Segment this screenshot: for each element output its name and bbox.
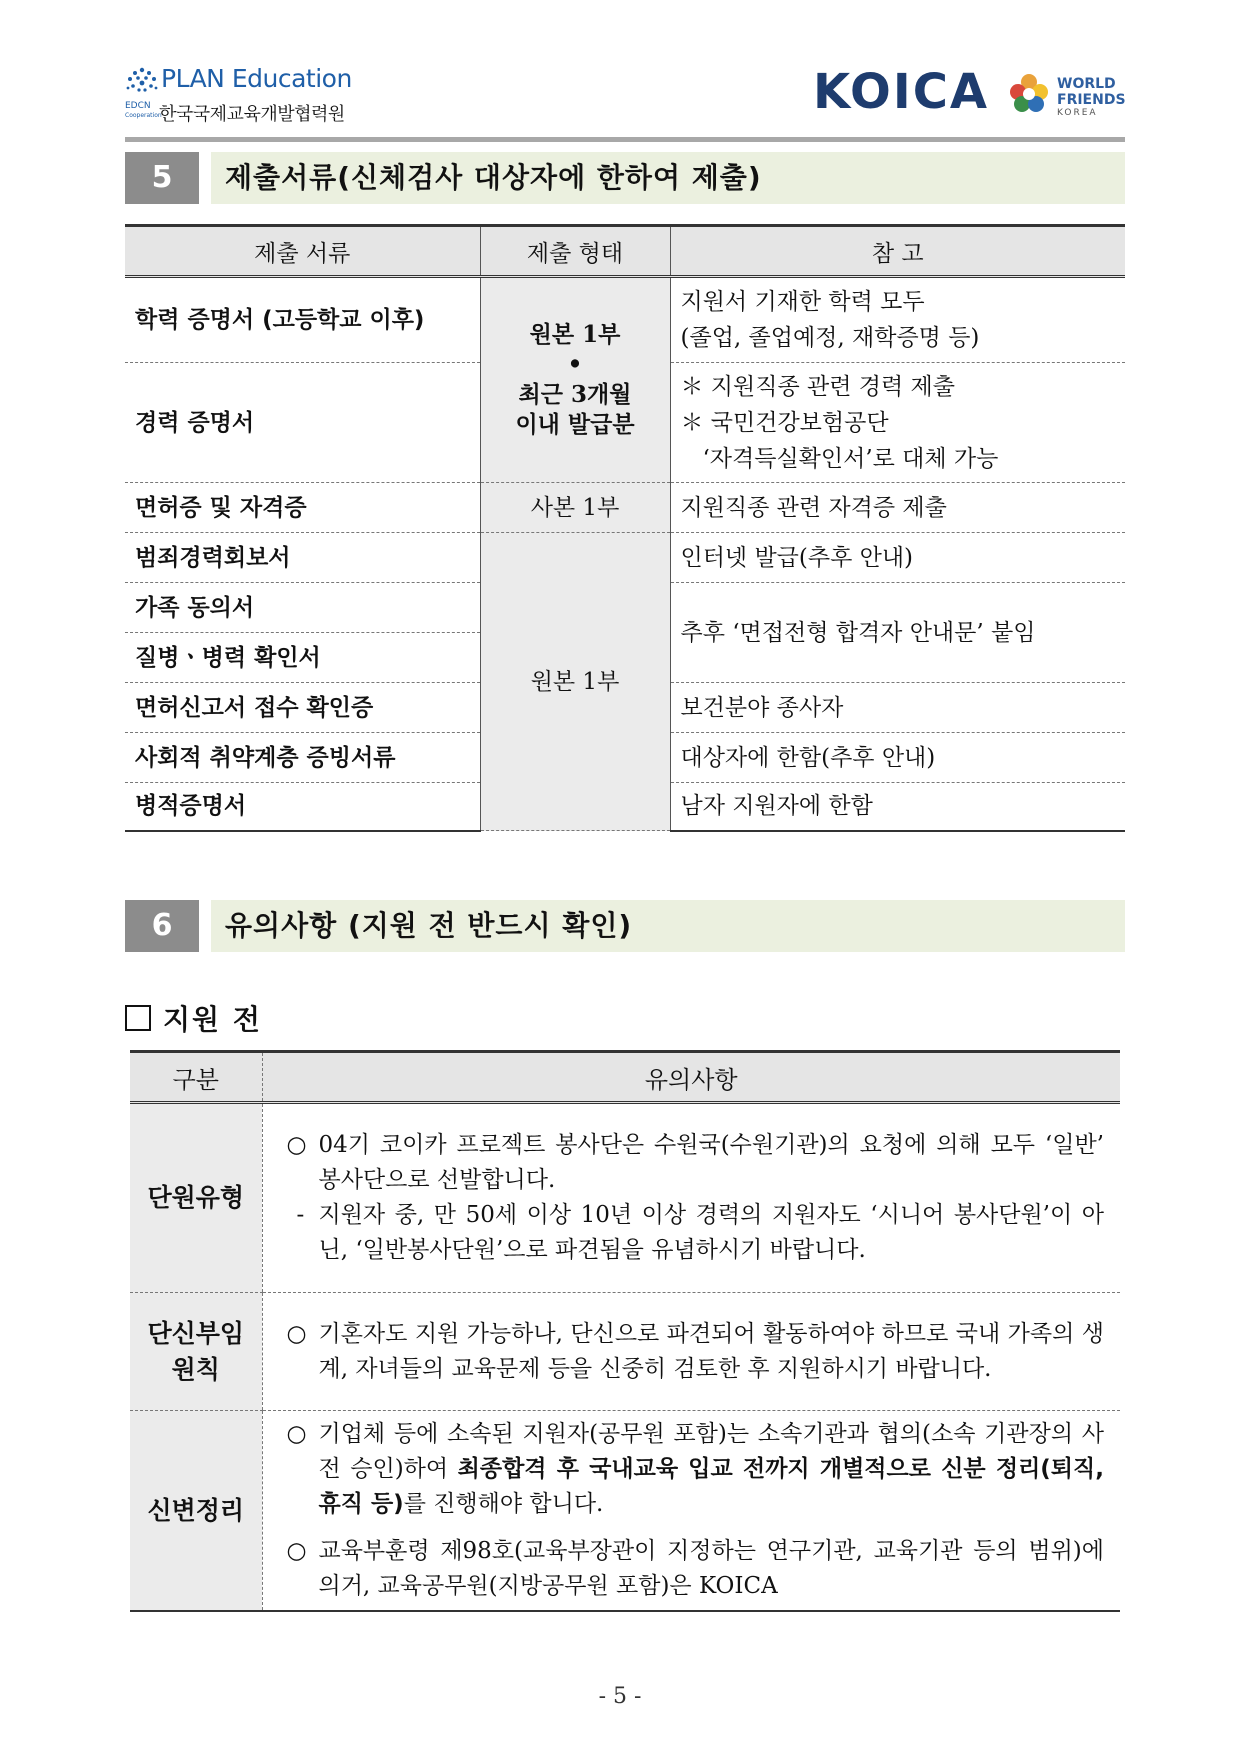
page-number: - 5 - [598, 1684, 642, 1709]
precautions-table [130, 1050, 1120, 1612]
paragraph [283, 1317, 1105, 1387]
document-name: 면허증 및 자격증 [125, 483, 480, 533]
form-cell: 원본 1부 [480, 533, 670, 831]
table-row [125, 277, 1125, 363]
paragraph [283, 1128, 1105, 1198]
page-header [125, 62, 1125, 132]
document-name: 병적증명서 [125, 783, 480, 831]
note-line: ‘자격득실확인서’로 대체 가능 [702, 445, 999, 472]
paragraph-text: 기업체 등에 소속된 지원자(공무원 포함)는 소속기관과 협의(소속 기관장의 사전 승인)하여 [318, 1421, 1104, 1482]
paragraph [283, 1198, 1105, 1268]
column-header: 구분 [130, 1052, 262, 1103]
checkbox-square-icon [125, 1005, 151, 1031]
paragraph-text: 기혼자도 지원 가능하나, 단신으로 파견되어 활동하여야 하므로 국내 가족의 생계, 자녀들의 교육문제 등을 신중히 검토한 후 지원하시기 바랍니다. [318, 1320, 1104, 1382]
paragraph [283, 1534, 1105, 1604]
world-text: WORLD [1057, 76, 1116, 92]
world-friends-text [1057, 76, 1126, 108]
precaution-body [262, 1103, 1120, 1293]
paragraph [283, 1417, 1105, 1522]
plan-education-logo [125, 62, 365, 132]
note-line: ＊ 지원직종 관련 경력 제출 [680, 373, 955, 400]
world-friends-korea: KOREA [1057, 108, 1098, 118]
circle-bullet: ○ [286, 1320, 307, 1347]
category-cell: 신변정리 [130, 1411, 262, 1612]
table-row [130, 1293, 1120, 1411]
note-line: (졸업, 졸업예정, 재학증명 등) [680, 325, 980, 351]
category-line: 원칙 [171, 1354, 220, 1384]
section-title: 제출서류(신체검사 대상자에 한하여 제출) [211, 152, 1125, 204]
document-name: 사회적 취약계층 증빙서류 [125, 733, 480, 783]
table-row [130, 1411, 1120, 1612]
table-row [130, 1103, 1120, 1293]
document-name: 경력 증명서 [125, 363, 480, 483]
precaution-body [262, 1293, 1120, 1411]
plan-title: PLAN Education [161, 64, 352, 93]
form-line: 이내 발급분 [515, 411, 635, 438]
table-header-row [130, 1052, 1120, 1103]
circle-bullet: ○ [286, 1421, 307, 1447]
paragraph-text: 지원자 중, 만 50세 이상 10년 이상 경력의 지원자도 ‘시니어 봉사단원’이 아닌, ‘일반봉사단원’으로 파견됨을 유념하시기 바랍니다. [318, 1202, 1104, 1263]
form-line: 최근 3개월 [518, 381, 632, 408]
precaution-body [262, 1411, 1120, 1612]
note-cell [670, 277, 1125, 363]
circle-bullet: ○ [286, 1538, 307, 1564]
section-5-heading [125, 152, 1125, 204]
paragraph-text: 교육부훈령 제98호(교육부장관이 지정하는 연구기관, 교육기관 등의 범위)에 의거, 교육공무원(지방공무원 포함)은 KOICA [318, 1538, 1104, 1599]
note-cell: 지원직종 관련 자격증 제출 [670, 483, 1125, 533]
plan-subtitle: 한국국제교육개발협력원 [159, 104, 345, 125]
form-cell: 사본 1부 [480, 483, 670, 533]
subheading-text: 지원 전 [163, 1003, 262, 1036]
world-friends-flower-icon [1005, 70, 1053, 118]
note-cell [670, 363, 1125, 483]
column-header: 참 고 [670, 226, 1125, 277]
table-row [125, 533, 1125, 583]
header-divider [125, 137, 1125, 142]
edcn-text: EDCN [125, 101, 151, 111]
table-header-row [125, 226, 1125, 277]
paragraph-emphasis: 최종합격 후 국내교육 입교 전까지 개별적으로 신분 정리(퇴직, 휴직 등) [318, 1456, 1104, 1517]
section-6-heading [125, 900, 1125, 952]
note-line: 지원서 기재한 학력 모두 [680, 289, 925, 315]
plan-edcn-label [125, 102, 162, 120]
column-header: 유의사항 [262, 1052, 1120, 1103]
form-cell [480, 277, 670, 483]
document-name: 가족 동의서 [125, 583, 480, 633]
document-name: 학력 증명서 (고등학교 이후) [125, 277, 480, 363]
column-header: 제출 형태 [480, 226, 670, 277]
note-cell: 보건분야 종사자 [670, 683, 1125, 733]
category-cell [130, 1293, 262, 1411]
category-line: 단신부임 [147, 1318, 245, 1348]
section-number: 5 [125, 152, 199, 204]
form-line: 원본 1부 [529, 321, 621, 348]
table-row [125, 483, 1125, 533]
subheading [125, 998, 262, 1038]
plan-dots-icon [125, 66, 159, 96]
note-cell: 대상자에 한함(추후 안내) [670, 733, 1125, 783]
category-cell: 단원유형 [130, 1103, 262, 1293]
documents-table [125, 224, 1125, 832]
circle-bullet: ○ [286, 1132, 307, 1158]
koica-logo: KOICA [813, 64, 990, 120]
friends-text: FRIENDS [1057, 92, 1126, 108]
note-cell: 인터넷 발급(추후 안내) [670, 533, 1125, 583]
cooperation-text: Cooperation [125, 112, 162, 119]
section-title: 유의사항 (지원 전 반드시 확인) [211, 900, 1125, 952]
paragraph-text: 04기 코이카 프로젝트 봉사단은 수원국(수원기관)의 요청에 의해 모두 ‘일반’ 봉사단으로 선발합니다. [318, 1132, 1104, 1193]
document-name: 질병ㆍ병력 확인서 [125, 633, 480, 683]
note-cell: 남자 지원자에 한함 [670, 783, 1125, 831]
dash-bullet: - [296, 1202, 305, 1228]
paragraph-text: 를 진행해야 합니다. [403, 1491, 604, 1517]
document-name: 면허신고서 접수 확인증 [125, 683, 480, 733]
document-name: 범죄경력회보서 [125, 533, 480, 583]
column-header: 제출 서류 [125, 226, 480, 277]
note-line: ＊ 국민건강보험공단 [680, 409, 889, 436]
form-dot: • [567, 351, 583, 378]
note-cell: 추후 ‘면접전형 합격자 안내문’ 붙임 [670, 583, 1125, 683]
section-number: 6 [125, 900, 199, 952]
